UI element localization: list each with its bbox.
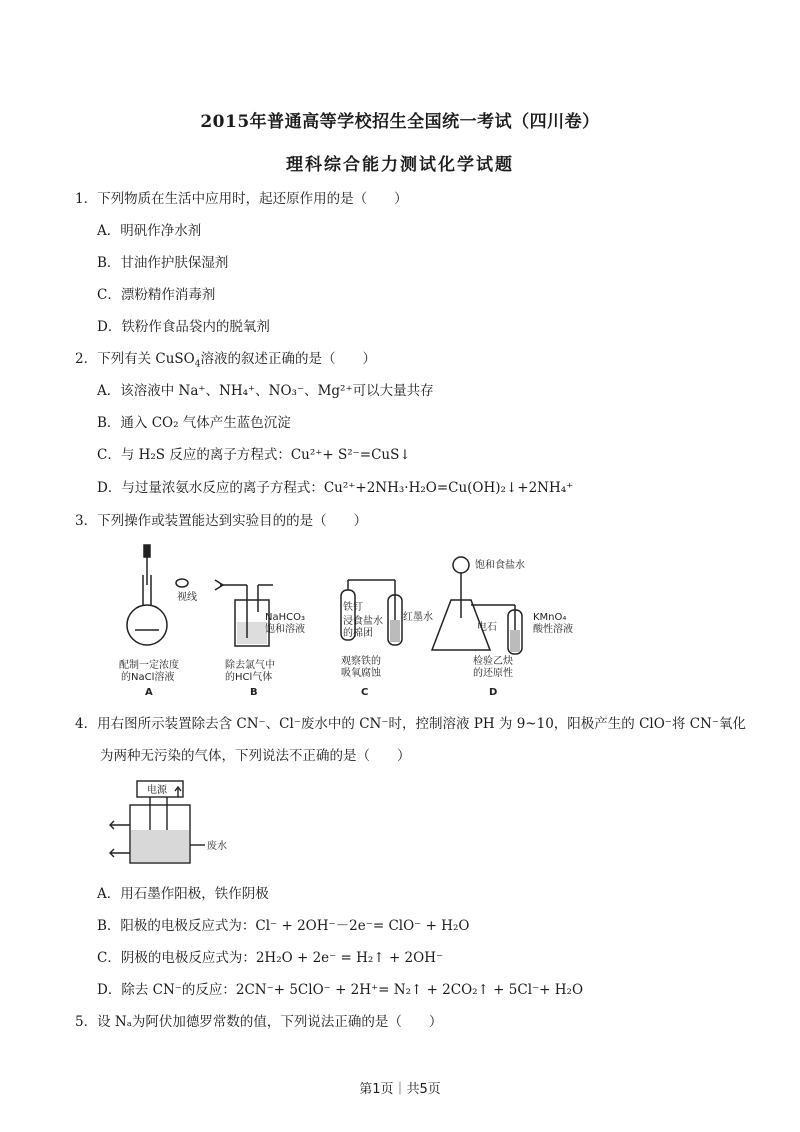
fig-d-cap2: 的还原性 [473,668,513,679]
q3-apparatus-figure [105,540,605,700]
fig-waste-label: 废水 [207,841,227,852]
q1-option-b: B．甘油作护肤保湿剂 [97,255,229,271]
fig-c-label: C [361,687,369,698]
q4-option-c: C．阴极的电极反应式为：2H₂O + 2e⁻ = H₂↑ + 2OH⁻ [97,950,444,966]
fig-b-cap1: 除去氯气中 [225,660,275,671]
fig-d-note4: 酸性溶液 [533,624,573,635]
fig-d-cap1: 检验乙炔 [473,656,513,667]
q4-electrolysis-figure [105,775,255,870]
q1-option-d: D．铁粉作食品袋内的脱氧剂 [97,319,270,335]
fig-a-cap2: 的NaCl溶液 [121,672,175,683]
q2-stem [75,347,376,370]
q1-stem: 1．下列物质在生活中应用时，起还原作用的是（ ） [75,191,408,207]
q1-option-c: C．漂粉精作消毒剂 [97,287,216,303]
q5-stem: 5．设 Nₐ为阿伏加德罗常数的值，下列说法正确的是（ ） [75,1014,443,1030]
q2-stem-post: 溶液的叙述正确的是（ ） [200,351,376,367]
q4-stem-line2: 为两种无污染的气体，下列说法不正确的是（ ） [100,748,411,764]
fig-d-note2: 电石 [477,622,497,633]
fig-d-note1: 饱和食盐水 [475,560,525,571]
fig-c-cap1: 观察铁的 [341,656,381,667]
fig-c-note4: 红墨水 [403,612,433,623]
q2-option-d: D．与过量浓氨水反应的离子方程式：Cu²⁺+2NH₃·H₂O=Cu(OH)₂↓+2NH₄⁺ [97,480,574,496]
q2-option-b: B．通入 CO₂ 气体产生蓝色沉淀 [97,415,291,431]
fig-power-label: 电源 [147,785,167,796]
fig-d-note3: KMnO₄ [533,612,567,623]
q2-option-c: C．与 H₂S 反应的离子方程式：Cu²⁺+ S²⁻=CuS↓ [97,447,411,463]
fig-c-note1: 铁钉 [343,602,363,613]
fig-b-note2: 饱和溶液 [265,624,305,635]
q1-option-a: A．明矾作净水剂 [97,223,202,239]
q2-stem-pre: 2．下列有关 CuSO [75,351,195,367]
exam-subtitle: 理科综合能力测试化学试题 [286,155,514,175]
fig-b-label: B [250,687,258,698]
q3-stem: 3．下列操作或装置能达到实验目的的是（ ） [75,513,368,529]
q2-option-a: A．该溶液中 Na⁺、NH₄⁺、NO₃⁻、Mg²⁺可以大量共存 [97,383,434,399]
fig-c-note2: 浸食盐水 [343,616,383,627]
fig-c-cap2: 吸氧腐蚀 [341,668,381,679]
q4-option-a: A．用石墨作阳极，铁作阴极 [97,886,269,902]
exam-title: 2015年普通高等学校招生全国统一考试（四川卷） [200,112,600,132]
q4-option-d: D．除去 CN⁻的反应：2CN⁻+ 5ClO⁻ + 2H⁺= N₂↑ + 2CO₂↑ + 5Cl⁻+ H₂O [97,982,584,998]
fig-d-label: D [489,687,498,698]
fig-b-note1: NaHCO₃ [265,612,305,623]
fig-b-cap2: 的HCl气体 [225,672,273,683]
fig-a-cap1: 配制一定浓度 [119,660,179,671]
fig-c-note3: 的棉团 [343,628,373,639]
q2-stem-sub: 4 [194,359,201,370]
page-footer: 第1页｜共5页 [359,1082,441,1097]
q4-stem-line1: 4．用右图所示装置除去含 CN⁻、Cl⁻废水中的 CN⁻时，控制溶液 PH 为 9~10，阳极产生的 ClO⁻将 CN⁻氧化 [75,716,746,732]
fig-a-note: 视线 [177,592,197,603]
fig-a-label: A [145,687,153,698]
q4-option-b: B．阳极的电极反应式为：Cl⁻ + 2OH⁻－2e⁻= ClO⁻ + H₂O [97,918,470,934]
